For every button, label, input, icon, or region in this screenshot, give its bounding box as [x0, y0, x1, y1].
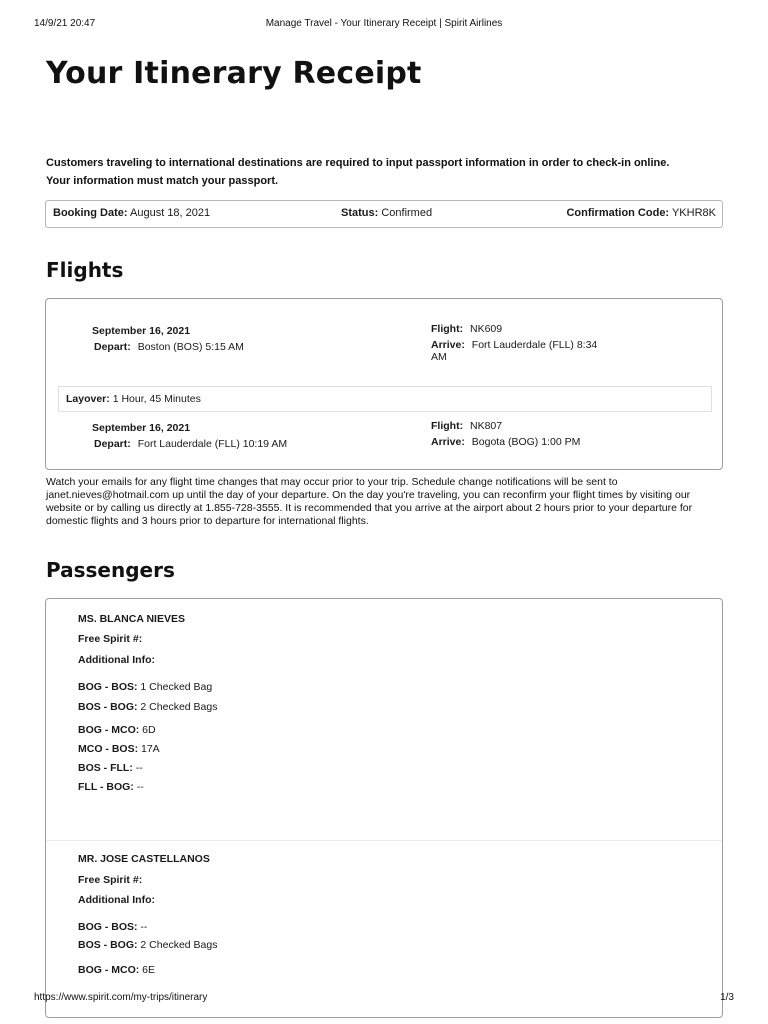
depart-label: Depart: — [94, 341, 131, 353]
flight-value: NK609 — [470, 323, 503, 335]
seat-row — [78, 743, 160, 755]
seat-row — [78, 762, 143, 774]
confirmation-code-label: Confirmation Code: — [566, 207, 670, 219]
passport-intro-text: Customers traveling to international destinations are required to input passport information in order to check-in online. Your information must match your passport. — [46, 157, 670, 187]
free-spirit-label: Free Spirit #: — [78, 633, 143, 645]
flight-label: Flight: — [431, 420, 464, 432]
seat-value: -- — [136, 781, 144, 793]
booking-summary — [45, 200, 723, 228]
booking-status-value: Confirmed — [381, 207, 433, 219]
seat-value: 17A — [141, 743, 160, 755]
confirmation-code-value: YKHR8K — [671, 207, 716, 219]
additional-info-label: Additional Info: — [78, 894, 155, 906]
bag-value: -- — [140, 921, 148, 933]
passenger-divider — [46, 840, 722, 841]
bag-value: 1 Checked Bag — [140, 681, 213, 693]
passengers-heading: Passengers — [46, 558, 175, 582]
bag-row — [78, 681, 212, 693]
booking-date — [53, 207, 210, 219]
segment-date: September 16, 2021 — [92, 325, 191, 337]
bag-row — [78, 701, 217, 713]
additional-info-label: Additional Info: — [78, 654, 155, 666]
arrive-value: Bogota (BOG) 1:00 PM — [471, 436, 581, 448]
layover-bar — [58, 386, 712, 412]
passenger-name: MR. JOSE CASTELLANOS — [78, 853, 210, 865]
seat-value: 6E — [142, 964, 156, 976]
segment-depart — [94, 438, 287, 450]
additional-info — [78, 654, 155, 666]
bag-route: BOG - BOS: — [78, 921, 138, 933]
segment-date: September 16, 2021 — [92, 422, 191, 434]
confirmation-code — [566, 207, 716, 219]
seat-route: MCO - BOS: — [78, 743, 139, 755]
bag-route: BOS - BOG: — [78, 939, 138, 951]
segment-flight-number — [431, 420, 502, 432]
additional-info — [78, 894, 155, 906]
page-title: Your Itinerary Receipt — [46, 56, 422, 91]
flight-value: NK807 — [470, 420, 503, 432]
schedule-change-notice: Watch your emails for any flight time changes that may occur prior to your trip. Schedule change notifications will be sent to janet.nieves@hotmail.com up until the day of your departure. On the day you're traveling, you can reconfirm your flight times by visiting our website or by calling us directly at 1.855-728-3555. It is recommended that you arrive at the airport about 2 hours prior to your departure for domestic flights and 3 hours prior to departure for international flights. — [46, 476, 693, 527]
passengers-card — [45, 598, 723, 1018]
seat-value: 6D — [142, 724, 156, 736]
segment-flight-number — [431, 323, 502, 335]
depart-label: Depart: — [94, 438, 131, 450]
arrive-value: Fort Lauderdale (FLL) 8:34 AM — [431, 339, 598, 363]
seat-route: FLL - BOG: — [78, 781, 134, 793]
seat-row — [78, 724, 156, 736]
booking-date-value: August 18, 2021 — [130, 207, 211, 219]
layover-value: 1 Hour, 45 Minutes — [112, 393, 201, 405]
print-header — [34, 18, 734, 32]
segment-arrive — [431, 339, 611, 363]
depart-value: Fort Lauderdale (FLL) 10:19 AM — [137, 438, 288, 450]
print-datetime: 14/9/21 20:47 — [34, 18, 96, 29]
seat-route: BOS - FLL: — [78, 762, 133, 774]
bag-row — [78, 939, 217, 951]
seat-value: -- — [135, 762, 143, 774]
page-number: 1/3 — [720, 992, 734, 1003]
segment-depart — [94, 341, 244, 353]
seat-row — [78, 964, 155, 976]
print-url: https://www.spirit.com/my-trips/itinerary — [34, 992, 208, 1003]
passenger-name: MS. BLANCA NIEVES — [78, 613, 185, 625]
flights-card — [45, 298, 723, 470]
booking-status — [341, 207, 432, 219]
booking-status-label: Status: — [341, 207, 379, 219]
arrive-label: Arrive: — [431, 436, 465, 448]
bag-route: BOG - BOS: — [78, 681, 138, 693]
seat-row — [78, 781, 144, 793]
flight-label: Flight: — [431, 323, 464, 335]
bag-value: 2 Checked Bags — [140, 701, 218, 713]
bag-row — [78, 921, 147, 933]
depart-value: Boston (BOS) 5:15 AM — [137, 341, 244, 353]
free-spirit-label: Free Spirit #: — [78, 874, 143, 886]
free-spirit-number — [78, 874, 142, 886]
seat-route: BOG - MCO: — [78, 724, 140, 736]
seat-route: BOG - MCO: — [78, 964, 140, 976]
free-spirit-number — [78, 633, 142, 645]
segment-arrive — [431, 436, 611, 448]
bag-route: BOS - BOG: — [78, 701, 138, 713]
arrive-label: Arrive: — [431, 339, 465, 351]
print-footer — [34, 992, 734, 1006]
print-page-title: Manage Travel - Your Itinerary Receipt | Spirit Airlines — [265, 18, 503, 29]
layover-label: Layover: — [66, 393, 110, 405]
bag-value: 2 Checked Bags — [140, 939, 218, 951]
flights-heading: Flights — [46, 258, 124, 282]
booking-date-label: Booking Date: — [53, 207, 128, 219]
